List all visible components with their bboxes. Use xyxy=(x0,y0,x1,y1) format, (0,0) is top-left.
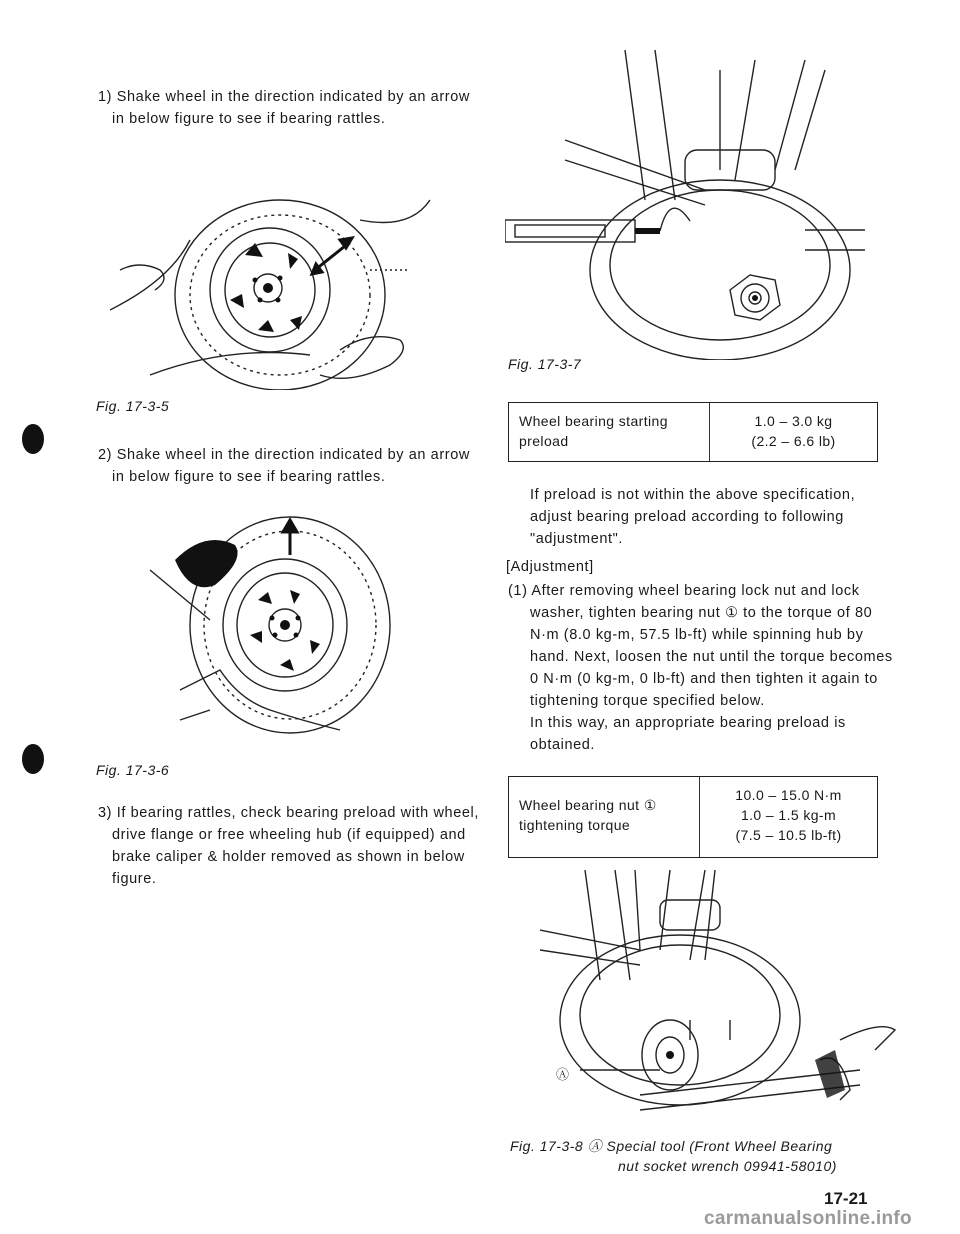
spec-label-nut-torque: Wheel bearing nut ① tightening torque xyxy=(509,777,700,857)
adjustment-heading: [Adjustment] xyxy=(506,559,594,575)
spec-label-starting-preload: Wheel bearing starting preload xyxy=(509,403,710,461)
figure-caption-17-3-5: Fig. 17-3-5 xyxy=(96,398,170,414)
binder-hole-top xyxy=(22,424,44,454)
figure-caption-17-3-8-line2: nut socket wrench 09941-58010) xyxy=(618,1158,837,1174)
figure-wheel-shake-vertical xyxy=(110,160,440,390)
spec-table-nut-torque xyxy=(508,776,878,858)
figure-caption-17-3-8-line1: Fig. 17-3-8 Ⓐ Special tool (Front Wheel Bearing xyxy=(510,1138,833,1154)
spec-table-starting-preload xyxy=(508,402,878,462)
spec-value-nm: 10.0 – 15.0 N·m xyxy=(735,787,842,803)
binder-hole-bottom xyxy=(22,744,44,774)
figure-label-a: Ⓐ xyxy=(556,1067,570,1082)
figure-wheel-shake-horizontal xyxy=(140,500,400,750)
step-3-text: 3) If bearing rattles, check bearing preload with wheel, drive flange or free wheeling hub (if equipped) and brake caliper & holder removed as shown in below figure. xyxy=(98,805,479,887)
spec-value-starting-preload xyxy=(710,403,877,461)
step-1-text: 1) Shake wheel in the direction indicated by an arrow in below figure to see if bearing rattles. xyxy=(98,89,470,127)
spec-value-kgm: 1.0 – 1.5 kg-m xyxy=(740,807,837,823)
watermark-text: carmanualsonline.info xyxy=(704,1208,912,1229)
spec-value-lb: (2.2 – 6.6 lb) xyxy=(751,433,836,449)
adjustment-step-1-text: (1) After removing wheel bearing lock nut and lock washer, tighten bearing nut ① to the torque of 80 N·m (8.0 kg-m, 57.5 lb-ft) while spinning hub by hand. Next, loosen the nut until the torque becomes 0 N·m (0 kg-m, 0 lb-ft) and then tighten it again to tightening torque specified below. xyxy=(508,583,893,709)
spec-value-lbft: (7.5 – 10.5 lb-ft) xyxy=(735,827,842,843)
figure-special-tool-wrench xyxy=(540,870,900,1120)
figure-caption-17-3-7: Fig. 17-3-7 xyxy=(508,356,582,372)
figure-preload-spring-scale xyxy=(505,40,875,360)
page-number: 17-21 xyxy=(824,1189,868,1208)
adjustment-step-1b-text: In this way, an appropriate bearing preload is obtained. xyxy=(530,715,846,753)
figure-caption-17-3-6: Fig. 17-3-6 xyxy=(96,762,170,778)
spec-value-nut-torque xyxy=(700,777,877,857)
step-2-text: 2) Shake wheel in the direction indicated by an arrow in below figure to see if bearing rattles. xyxy=(98,447,470,485)
preload-note-text: If preload is not within the above specification, adjust bearing preload according to following "adjustment". xyxy=(530,487,856,547)
spec-value-kg: 1.0 – 3.0 kg xyxy=(754,413,833,429)
